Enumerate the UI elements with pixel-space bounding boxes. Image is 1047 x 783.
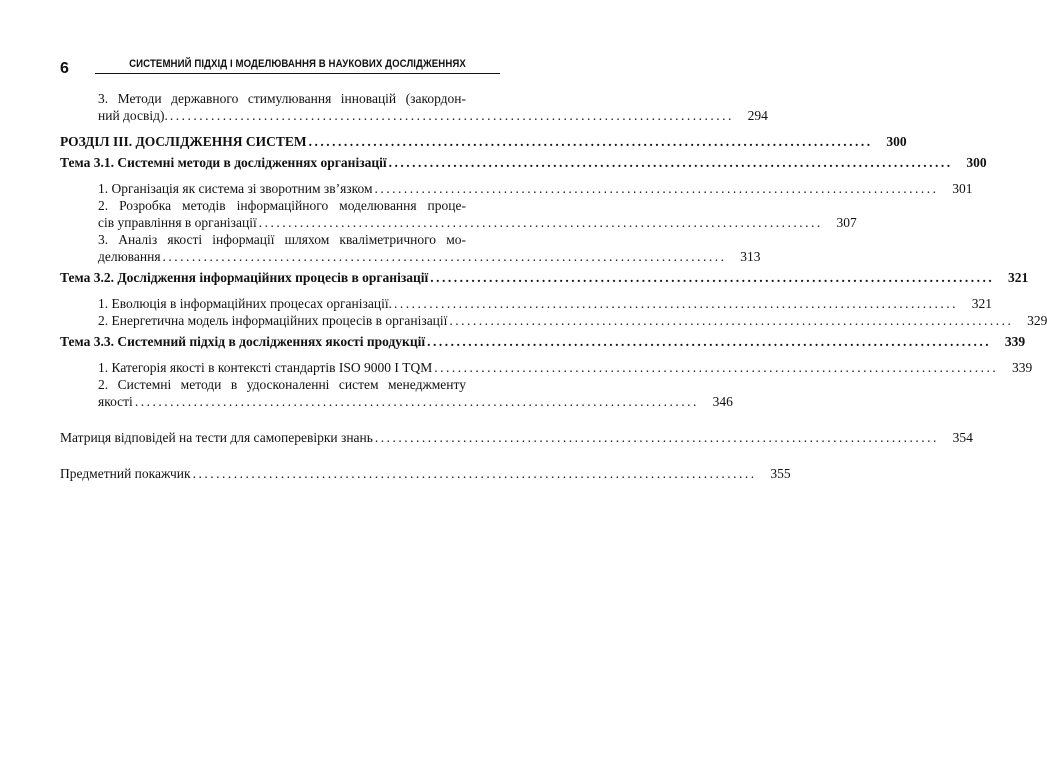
leader-dots: ................................................................................................ bbox=[374, 430, 939, 445]
leader-dots: ................................................................................................ bbox=[258, 215, 823, 230]
toc-entry-line: 2. Енергетична модель інформаційних процесів в організації bbox=[98, 313, 448, 328]
toc-answers-matrix bbox=[60, 429, 973, 446]
leader-dots: ................................................................................................ bbox=[374, 181, 939, 196]
toc-page-number: 354 bbox=[952, 430, 973, 445]
toc-topic-title: Тема 3.2. Дослідження інформаційних процесів в організації bbox=[60, 270, 429, 285]
leader-dots: ................................................................................................ bbox=[162, 249, 727, 264]
toc-page-number: 300 bbox=[966, 155, 987, 170]
toc-entry-line: ний досвід). bbox=[98, 108, 168, 123]
toc-entry-line: 2. Системні методи в удосконаленні систем менеджменту bbox=[98, 377, 466, 392]
toc-entry-innovation bbox=[60, 90, 768, 124]
toc-topic-3-3 bbox=[60, 333, 1026, 350]
toc-entry-3-1-3 bbox=[60, 231, 761, 265]
toc-page-number: 300 bbox=[886, 134, 907, 149]
leader-dots: ................................................................................................ bbox=[449, 313, 1014, 328]
toc-page-number: 339 bbox=[1012, 360, 1033, 375]
toc-section-title: РОЗДІЛ ІІІ. ДОСЛІДЖЕННЯ СИСТЕМ bbox=[60, 134, 307, 149]
toc-entry-line: 1. Еволюція в інформаційних процесах організації. bbox=[98, 296, 392, 311]
toc-entry-title: Предметний покажчик bbox=[60, 466, 191, 481]
toc-entry-line: 3. Аналіз якості інформації шляхом кваліметричного мо- bbox=[98, 232, 466, 247]
toc-page-number: 339 bbox=[1004, 334, 1026, 349]
toc-entry-3-2-1 bbox=[60, 295, 992, 312]
toc-subject-index bbox=[60, 465, 791, 482]
toc-topic-3-2 bbox=[60, 269, 1029, 286]
leader-dots: ................................................................................................ bbox=[169, 108, 734, 123]
toc-entry-3-1-2 bbox=[60, 197, 857, 231]
toc-page-number: 294 bbox=[747, 108, 768, 123]
toc-entry-line: 2. Розробка методів інформаційного моделювання проце- bbox=[98, 198, 466, 213]
toc-entry-title: Матриця відповідей на тести для самоперевірки знань bbox=[60, 430, 373, 445]
leader-dots: ................................................................................................ bbox=[134, 394, 699, 409]
toc-entry-line: 1. Категорія якості в контексті стандартів ISO 9000 І TQM bbox=[98, 360, 433, 375]
toc-entry-3-3-2 bbox=[60, 376, 733, 410]
running-title: СИСТЕМНИЙ ПІДХІД І МОДЕЛЮВАННЯ В НАУКОВИХ ДОСЛІДЖЕННЯХ bbox=[129, 58, 466, 70]
table-of-contents bbox=[60, 90, 1047, 482]
leader-dots: ................................................................................................ bbox=[434, 360, 999, 375]
leader-dots: ................................................................................................ bbox=[430, 270, 995, 285]
toc-page-number: 301 bbox=[952, 181, 973, 196]
toc-entry-line: сів управління в організації bbox=[98, 215, 257, 230]
toc-entry-line: 3. Методи державного стимулювання інновацій (закордон- bbox=[98, 91, 466, 106]
toc-topic-title: Тема 3.1. Системні методи в дослідженнях організації bbox=[60, 155, 387, 170]
toc-page-number: 307 bbox=[836, 215, 857, 230]
toc-entry-line: 1. Організація як система зі зворотним зв’язком bbox=[98, 181, 373, 196]
toc-section-3 bbox=[60, 133, 907, 150]
toc-page-number: 355 bbox=[770, 466, 791, 481]
toc-page-number: 346 bbox=[712, 394, 733, 409]
toc-topic-3-1 bbox=[60, 154, 987, 171]
toc-entry-line: якості bbox=[98, 394, 133, 409]
toc-entry-3-2-2 bbox=[60, 312, 1047, 329]
header-rule bbox=[95, 73, 500, 74]
toc-entry-3-3-1 bbox=[60, 359, 1033, 376]
leader-dots: ................................................................................................ bbox=[388, 155, 953, 170]
leader-dots: ................................................................................................ bbox=[308, 134, 873, 149]
toc-entry-line: делювання bbox=[98, 249, 161, 264]
page-number: 6 bbox=[60, 60, 69, 77]
toc-page-number: 313 bbox=[740, 249, 761, 264]
running-header bbox=[60, 58, 500, 80]
leader-dots: ................................................................................................ bbox=[427, 334, 992, 349]
toc-page-number: 321 bbox=[1008, 270, 1029, 285]
toc-entry-3-1-1 bbox=[60, 180, 973, 197]
leader-dots: ................................................................................................ bbox=[192, 466, 757, 481]
toc-page-number: 329 bbox=[1027, 313, 1047, 328]
toc-page-number: 321 bbox=[971, 296, 992, 311]
toc-topic-title: Тема 3.3. Системний підхід в дослідженнях якості продукції bbox=[60, 334, 426, 349]
leader-dots: ................................................................................................ bbox=[393, 296, 958, 311]
